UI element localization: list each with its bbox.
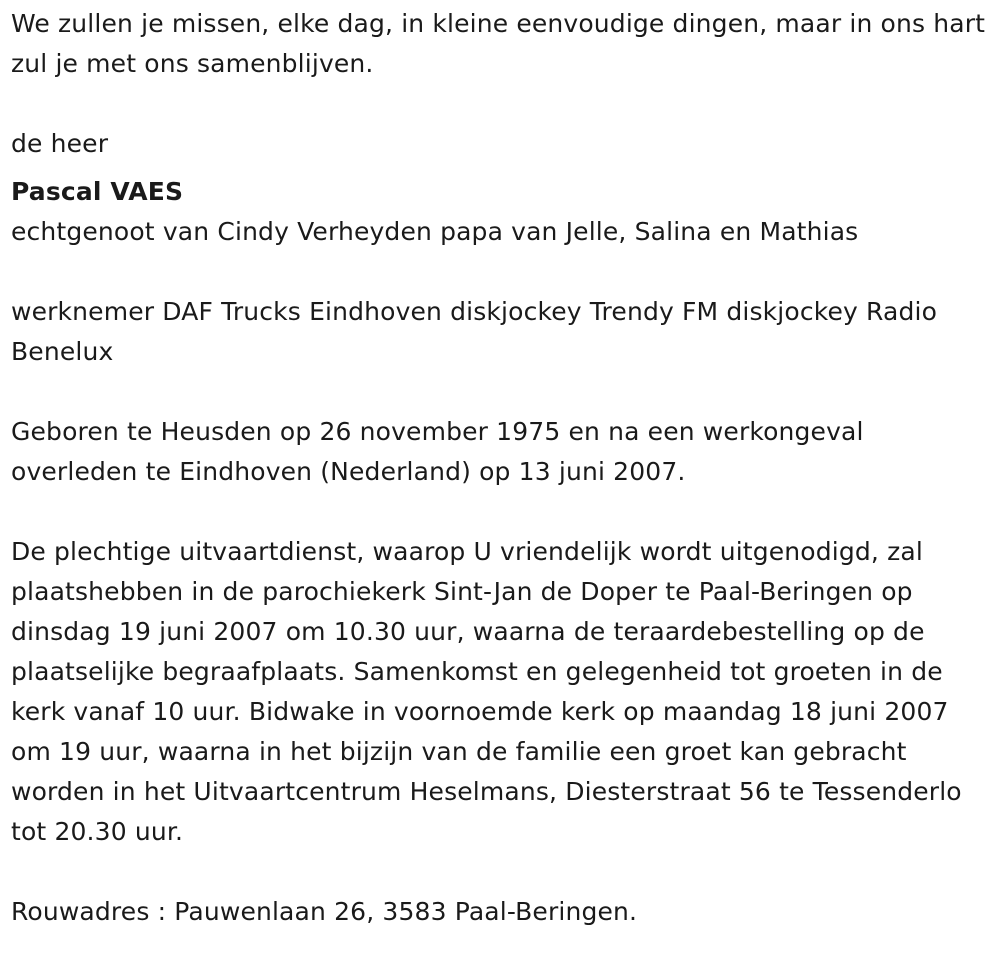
occupation: werknemer DAF Trucks Eindhoven diskjockey Trendy FM diskjockey Radio Benelux (11, 297, 938, 366)
birth-death-info: Geboren te Heusden op 26 november 1975 en na een werkongeval overleden te Eindhoven (Nederland) op 13 juni 2007. (11, 417, 864, 486)
obituary-notice (11, 4, 996, 932)
spacer (11, 492, 996, 532)
spacer (11, 252, 996, 292)
deceased-name: Pascal VAES (11, 177, 184, 206)
ceremony-info: De plechtige uitvaartdienst, waarop U vriendelijk wordt uitgenodigd, zal plaatshebben in de parochiekerk Sint-Jan de Doper te Paal-Beringen op dinsdag 19 juni 2007 om 10.30 uur, waarna de teraardebestelling op de plaatselijke begraafplaats. Samenkomst en gelegenheid tot groeten in de kerk vanaf 10 uur. Bidwake in voornoemde kerk op maandag 18 juni 2007 om 19 uur, waarna in het bijzijn van de familie een groet kan gebracht worden in het Uitvaartcentrum Heselmans, Diesterstraat 56 te Tessenderlo tot 20.30 uur. (11, 537, 962, 846)
spacer (11, 852, 996, 892)
family-relations: echtgenoot van Cindy Verheyden papa van Jelle, Salina en Mathias (11, 217, 859, 246)
mourning-address: Rouwadres : Pauwenlaan 26, 3583 Paal-Beringen. (11, 897, 638, 926)
title-prefix: de heer (11, 129, 109, 158)
memorial-quote: We zullen je missen, elke dag, in kleine eenvoudige dingen, maar in ons hart zul je met ons samenblijven. (11, 9, 986, 78)
spacer (11, 84, 996, 124)
spacer (11, 372, 996, 412)
